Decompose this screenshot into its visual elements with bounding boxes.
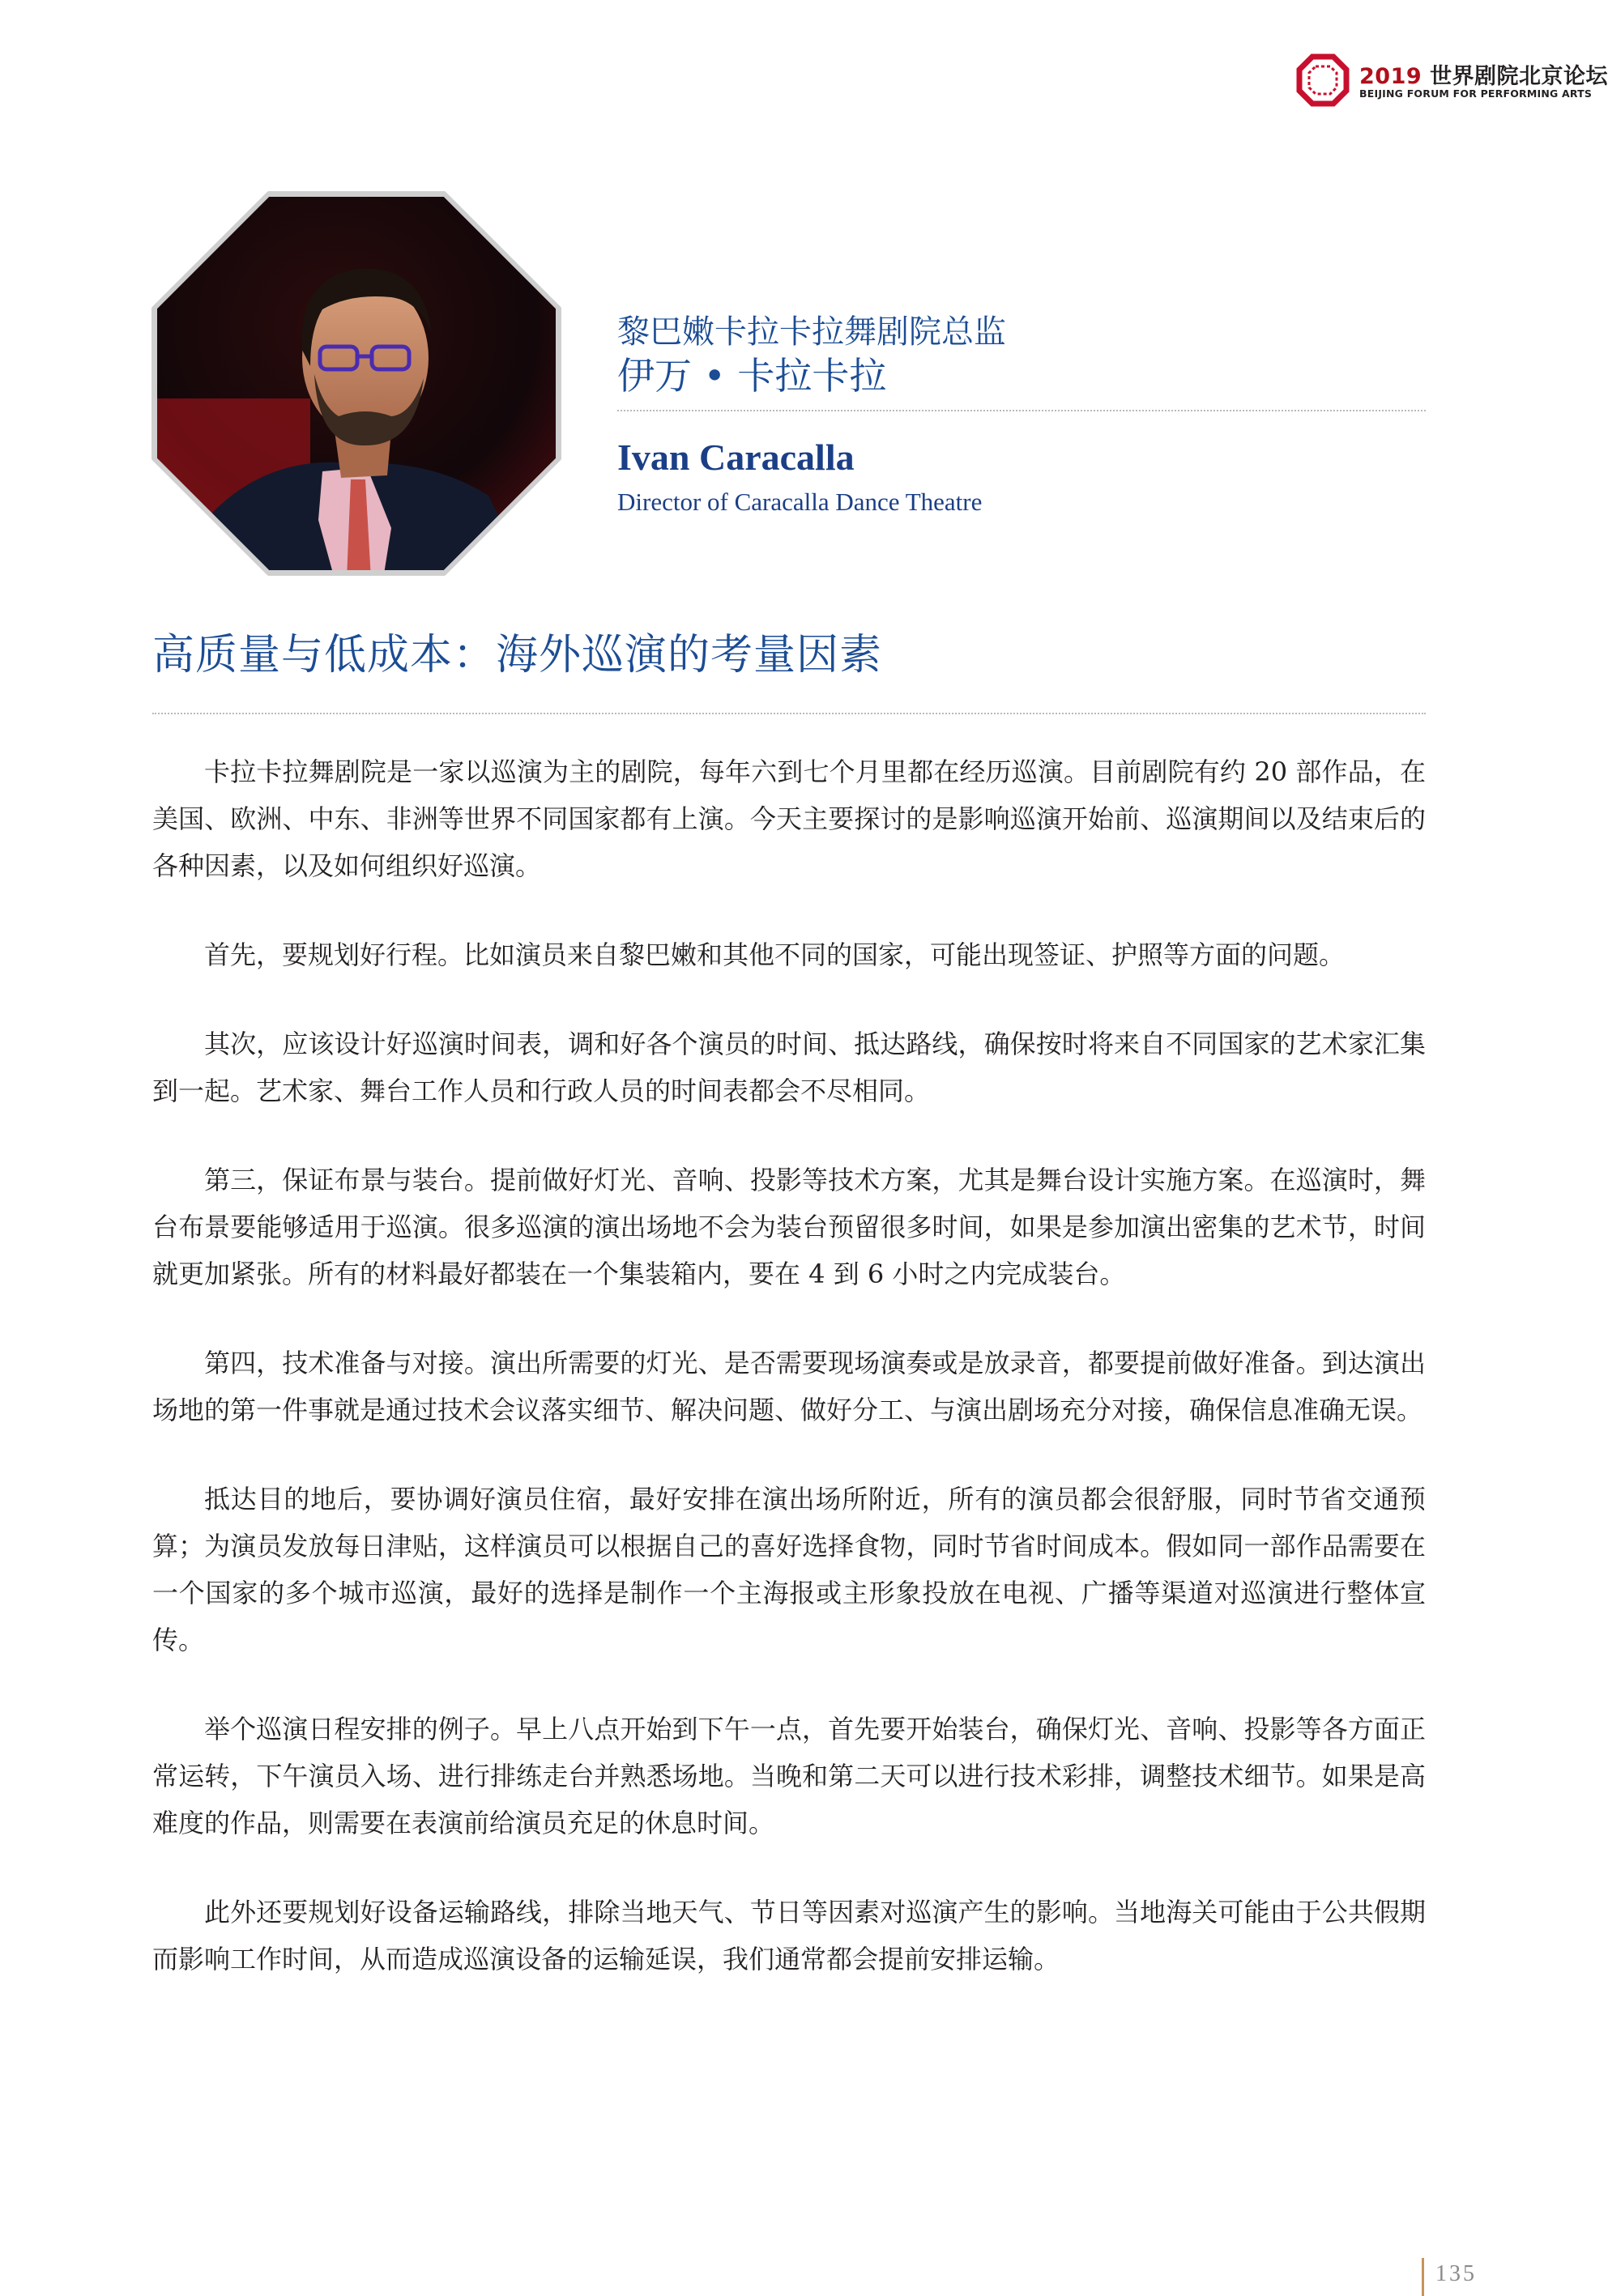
forum-logo — [1298, 53, 1608, 112]
paragraph: 卡拉卡拉舞剧院是一家以巡演为主的剧院，每年六到七个月里都在经历巡演。目前剧院有约 20 部作品，在美国、欧洲、中东、非洲等世界不同国家都有上演。今天主要探讨的是影响巡演开始前、巡演期间以及结束后的各种因素，以及如何组织好巡演。 — [152, 756, 1426, 881]
paragraph: 其次，应该设计好巡演时间表，调和好各个演员的时间、抵达路线，确保按时将来自不同国家的艺术家汇集到一起。艺术家、舞台工作人员和行政人员的时间表都会不尽相同。 — [152, 1029, 1426, 1106]
paragraph: 抵达目的地后，要协调好演员住宿，最好安排在演出场所附近，所有的演员都会很舒服，同时节省交通预算；为演员发放每日津贴，这样演员可以根据自己的喜好选择食物，同时节省时间成本。假如同一部作品需要在一个国家的多个城市巡演，最好的选择是制作一个主海报或主形象投放在电视、广播等渠道对巡演进行整体宣传。 — [152, 1484, 1426, 1655]
paragraph: 第三，保证布景与装台。提前做好灯光、音响、投影等技术方案，尤其是舞台设计实施方案。在巡演时，舞台布景要能够适用于巡演。很多巡演的演出场地不会为装台预留很多时间，如果是参加演出密集的艺术节，时间就更加紧张。所有的材料最好都装在一个集装箱内，要在 4 到 6 小时之内完成装台。 — [152, 1165, 1426, 1289]
page-number-rule — [1422, 2258, 1424, 2296]
article-title: 高质量与低成本：海外巡演的考量因素 — [152, 631, 883, 679]
octagon-logo-icon — [1298, 55, 1348, 105]
divider — [617, 410, 1426, 411]
paragraph: 此外还要规划好设备运输路线，排除当地天气、节日等因素对巡演产生的影响。当地海关可能由于公共假期而影响工作时间，从而造成巡演设备的运输延误，我们通常都会提前安排运输。 — [152, 1897, 1426, 1974]
paragraph: 举个巡演日程安排的例子。早上八点开始到下午一点，首先要开始装台，确保灯光、音响、投影等各方面正常运转，下午演员入场、进行排练走台并熟悉场地。当晚和第二天可以进行技术彩排，调整技术细节。如果是高难度的作品，则需要在表演前给演员充足的休息时间。 — [152, 1714, 1426, 1838]
divider — [152, 713, 1426, 714]
speaker-role-en: Director of Caracalla Dance Theatre — [617, 488, 983, 516]
paragraph: 首先，要规划好行程。比如演员来自黎巴嫩和其他不同的国家，可能出现签证、护照等方面的问题。 — [204, 939, 1346, 970]
logo-subtitle: BEIJING FORUM FOR PERFORMING ARTS — [1359, 87, 1593, 100]
article-body — [152, 748, 1426, 2025]
logo-title-zh: 世界剧院北京论坛 — [1430, 64, 1608, 89]
speaker-name-en: Ivan Caracalla — [617, 437, 855, 478]
speaker-role-zh: 黎巴嫩卡拉卡拉舞剧院总监 — [617, 313, 1006, 351]
page-number: 135 — [1435, 2261, 1477, 2286]
speaker-portrait — [148, 188, 565, 579]
logo-year: 2019 — [1359, 64, 1422, 89]
paragraph: 第四，技术准备与对接。演出所需要的灯光、是否需要现场演奏或是放录音，都要提前做好准备。到达演出场地的第一件事就是通过技术会议落实细节、解决问题、做好分工、与演出剧场充分对接，确保信息准确无误。 — [152, 1348, 1426, 1425]
logo-title — [1359, 58, 1608, 90]
speaker-name-zh: 伊万 • 卡拉卡拉 — [617, 354, 887, 398]
